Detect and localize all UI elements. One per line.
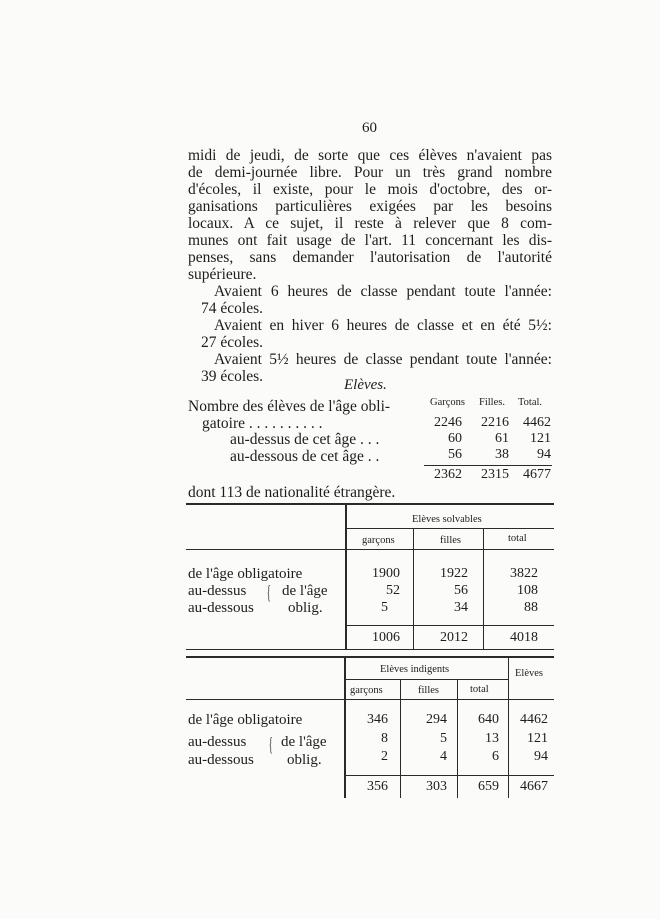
- table-bottom-rule: [186, 649, 554, 650]
- table-row-label: oblig.: [288, 600, 323, 616]
- brace-icon: {: [268, 734, 273, 756]
- sum-rule: [424, 465, 552, 466]
- table-total: 659: [478, 779, 499, 794]
- paragraph: [188, 147, 552, 283]
- table-group-header: Elèves solvables: [412, 514, 482, 525]
- table-row-label: oblig.: [287, 752, 322, 768]
- eleves-cell: 60: [448, 431, 462, 446]
- text-line: de demi-journée libre. Pour un très grand nombre: [188, 164, 552, 181]
- col-header-total: total: [470, 684, 489, 695]
- col-header-filles: filles: [418, 685, 439, 696]
- table-cell: 52: [386, 583, 400, 598]
- col-rule: [413, 528, 414, 649]
- table-cell: 640: [478, 712, 499, 727]
- text-line: ganisations particulières exigées par les besoins: [188, 198, 552, 215]
- eleves-cell: 4462: [523, 415, 551, 430]
- eleves-row-label: Nombre des élèves de l'âge obli-: [188, 398, 391, 415]
- table-cell: 8: [381, 731, 388, 746]
- table-row-label: au-dessus: [188, 734, 247, 750]
- col-header-filles: filles: [440, 535, 461, 546]
- sum-rule: [345, 775, 554, 776]
- paragraph: [188, 317, 552, 351]
- sum-rule: [346, 625, 554, 626]
- table-row-label: de l'âge: [281, 734, 327, 750]
- table-total: 356: [367, 779, 388, 794]
- header-bottom-rule: [186, 699, 554, 700]
- table-cell: 4462: [520, 712, 548, 727]
- table-top-rule: [186, 503, 554, 505]
- header-garcons: Garçons: [430, 397, 465, 408]
- header-bottom-rule: [186, 549, 554, 550]
- table-cell: 1922: [440, 566, 468, 581]
- table-cell: 2: [381, 749, 388, 764]
- text-line: Avaient en hiver 6 heures de classe et en été 5½:: [214, 317, 552, 334]
- paragraph: [188, 283, 552, 317]
- text-line: 39 écoles.: [201, 368, 263, 385]
- col-header-garcons: garçons: [350, 685, 383, 696]
- eleves-title: Elèves.: [344, 377, 387, 393]
- eleves-cell: 94: [537, 447, 551, 462]
- eleves-cell: 2216: [481, 415, 509, 430]
- table-row-label: de l'âge obligatoire: [188, 712, 303, 728]
- table-group-header: Elèves indigents: [380, 664, 450, 675]
- table-cell: 5: [381, 600, 388, 615]
- table-total: 2012: [440, 630, 468, 645]
- table-row-label: au-dessous: [188, 752, 254, 768]
- col-rule: [483, 528, 484, 649]
- table-separator: [345, 503, 347, 649]
- table-row-label: au-dessous: [188, 600, 254, 616]
- table-total: 4018: [510, 630, 538, 645]
- page-number: 60: [362, 120, 377, 136]
- table-cell: 108: [517, 583, 538, 598]
- body-text: [188, 147, 552, 385]
- col-header-eleves: Elèves: [515, 668, 543, 679]
- col-header-total: total: [508, 533, 527, 544]
- header-filles: Filles.: [479, 397, 505, 408]
- table-cell: 4: [440, 749, 447, 764]
- text-line: midi de jeudi, de sorte que ces élèves n'avaient pas: [188, 147, 552, 164]
- table-cell: 3822: [510, 566, 538, 581]
- text-line: locaux. A ce sujet, il reste à relever que 8 com-: [188, 215, 552, 232]
- table-cell: 5: [440, 731, 447, 746]
- table-cell: 1900: [372, 566, 400, 581]
- col-header-garcons: garçons: [362, 535, 395, 546]
- col-rule: [400, 679, 401, 798]
- eleves-row-label: au-dessus de cet âge . . .: [230, 431, 380, 448]
- table-total: 303: [426, 779, 447, 794]
- header-rule: [346, 528, 554, 529]
- eleves-row-label: gatoire . . . . . . . . . .: [202, 415, 323, 432]
- col-rule: [457, 679, 458, 798]
- eleves-total: 2362: [434, 467, 462, 482]
- table-cell: 34: [454, 600, 468, 615]
- eleves-total: 2315: [481, 467, 509, 482]
- foreign-note: dont 113 de nationalité étrangère.: [188, 484, 396, 501]
- table-top-rule: [186, 656, 554, 658]
- table-cell: 56: [454, 583, 468, 598]
- eleves-cell: 121: [530, 431, 551, 446]
- text-line: Avaient 5½ heures de classe pendant toute l'année:: [214, 351, 552, 368]
- header-total: Total.: [518, 397, 543, 408]
- text-line: supérieure.: [188, 266, 257, 283]
- table-cell: 294: [426, 712, 447, 727]
- eleves-total: 4677: [523, 467, 551, 482]
- text-line: penses, sans demander l'autorisation de l'autorité: [188, 249, 552, 266]
- table-total: 4667: [520, 779, 548, 794]
- text-line: d'écoles, il existe, pour le mois d'octobre, des or-: [188, 181, 552, 198]
- eleves-cell: 38: [495, 447, 509, 462]
- table-separator: [344, 656, 346, 798]
- table-cell: 346: [367, 712, 388, 727]
- table-row-label: de l'âge obligatoire: [188, 566, 303, 582]
- table-cell: 121: [527, 731, 548, 746]
- table-row-label: au-dessus: [188, 583, 247, 599]
- eleves-row-label: au-dessous de cet âge . .: [230, 448, 380, 465]
- header-rule: [345, 679, 508, 680]
- text-line: 27 écoles.: [201, 334, 263, 351]
- eleves-cell: 2246: [434, 415, 462, 430]
- brace-icon: {: [266, 582, 271, 604]
- table-cell: 6: [492, 749, 499, 764]
- text-line: munes ont fait usage de l'art. 11 concernant les dis-: [188, 232, 552, 249]
- table-cell: 13: [485, 731, 499, 746]
- eleves-cell: 56: [448, 447, 462, 462]
- table-row-label: de l'âge: [282, 583, 328, 599]
- text-line: 74 écoles.: [201, 300, 263, 317]
- table-total: 1006: [372, 630, 400, 645]
- eleves-cell: 61: [495, 431, 509, 446]
- table-cell: 94: [534, 749, 548, 764]
- text-line: Avaient 6 heures de classe pendant toute l'année:: [214, 283, 552, 300]
- table-cell: 88: [524, 600, 538, 615]
